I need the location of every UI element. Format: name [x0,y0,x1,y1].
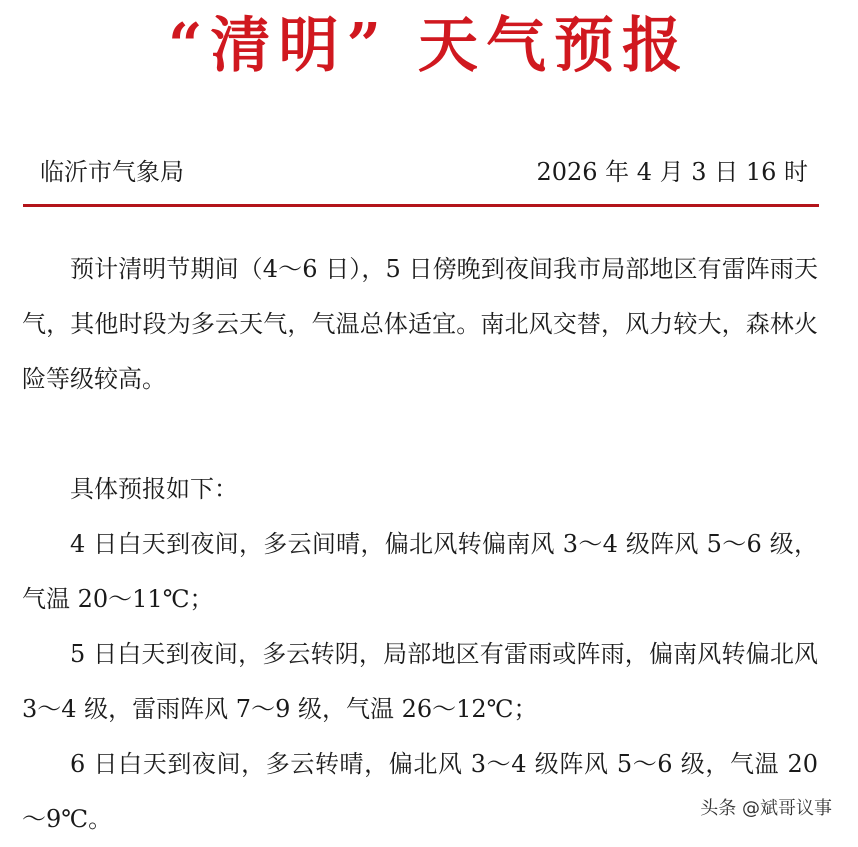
issue-time: 2026 年 4 月 3 日 16 时 [536,158,808,186]
header-divider [23,204,819,207]
details-heading: 具体预报如下： [70,475,238,503]
forecast-day-4: 4 日白天到夜间，多云间晴，偏北风转偏南风 3～4 级阵风 5～6 级，气温 20～11℃； [22,530,818,613]
issuer-name: 临沂市气象局 [40,158,184,186]
summary-paragraph: 预计清明节期间（4～6 日），5 日傍晚到夜间我市局部地区有雷阵雨天气，其他时段为多云天气，气温总体适宜。南北风交替，风力较大，森林火险等级较高。 [22,255,818,393]
document-body [22,242,818,847]
document-header [30,152,818,192]
forecast-day-6: 6 日白天到夜间，多云转晴，偏北风 3～4 级阵风 5～6 级，气温 20～9℃。 [22,750,818,833]
document-title: “清明” 天气预报 [168,11,690,81]
forecast-day-5: 5 日白天到夜间，多云转阴，局部地区有雷雨或阵雨，偏南风转偏北风 3～4 级，雷雨阵风 7～9 级，气温 26～12℃； [22,640,818,723]
watermark-text: 头条 @斌哥议事 [698,794,834,820]
paragraph-gap [22,407,818,462]
